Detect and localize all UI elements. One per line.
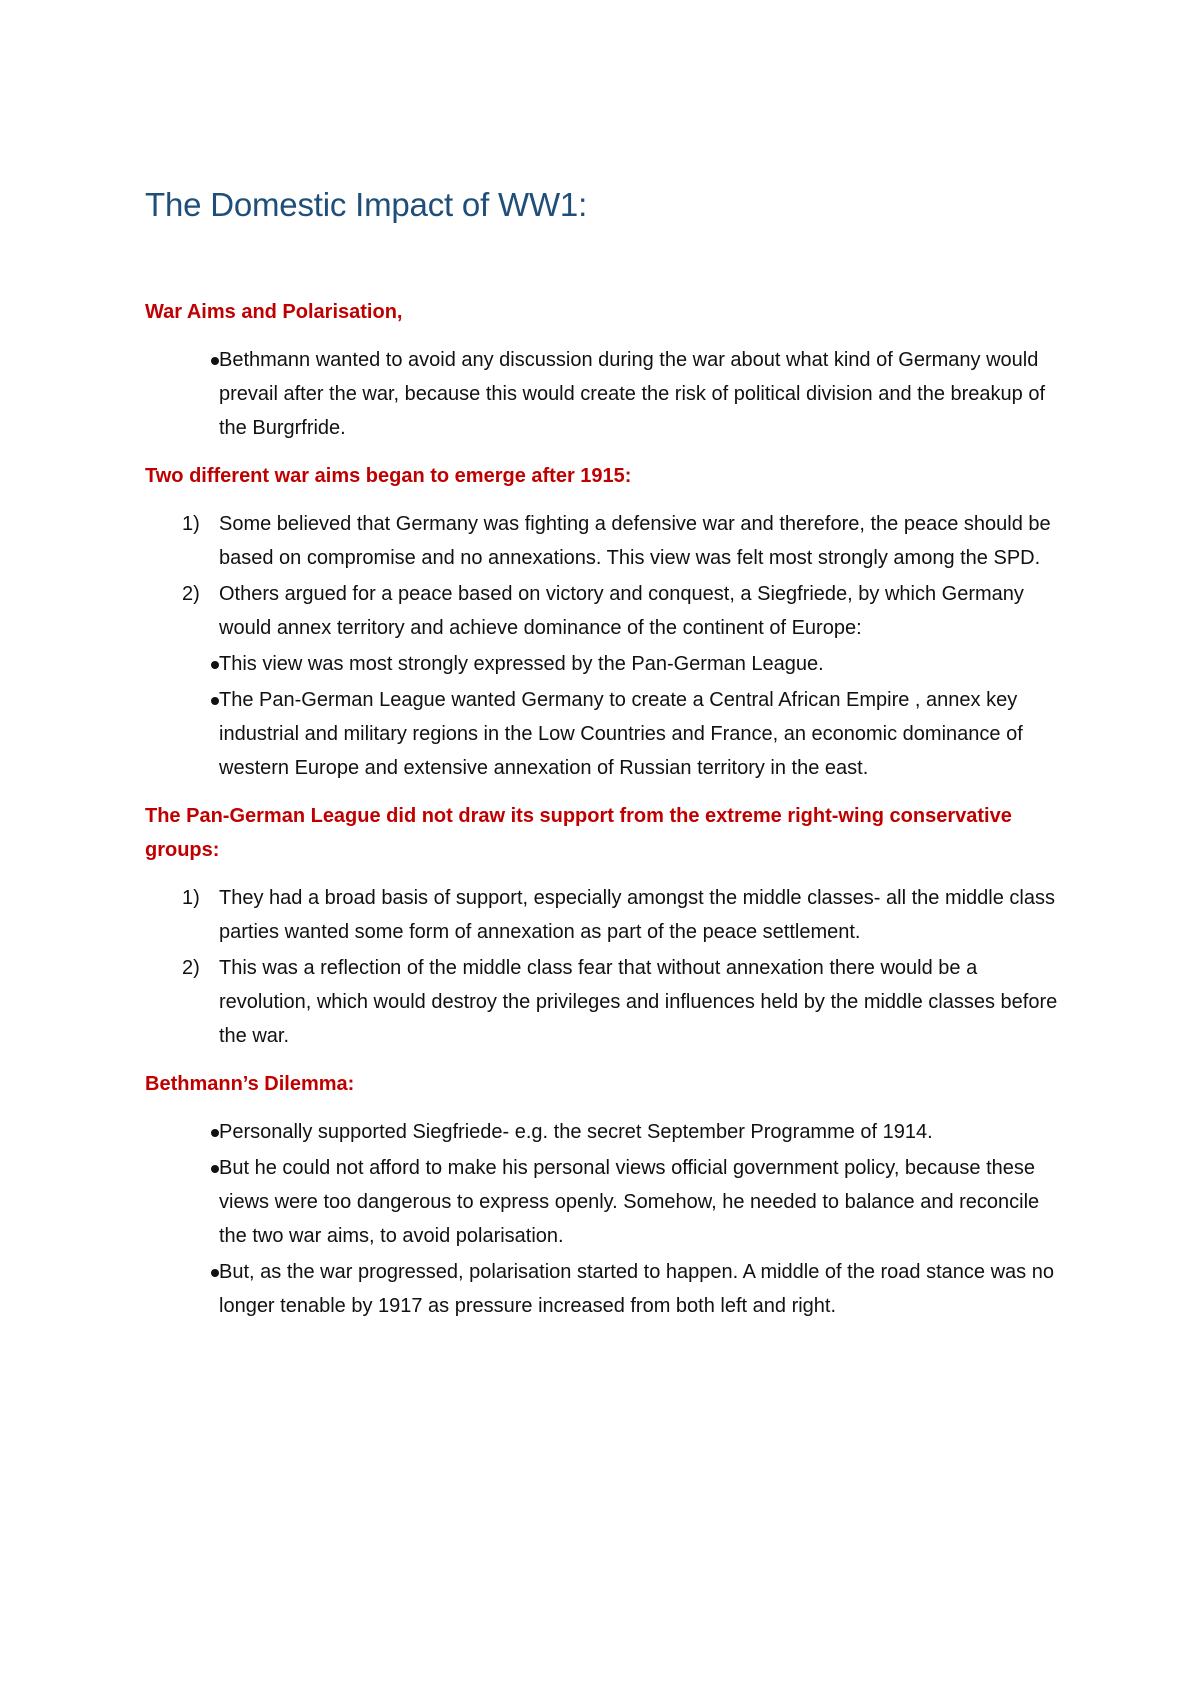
list-item-text: But, as the war progressed, polarisation started to happen. A middle of the road stance was no longer tenable by 1917 as pressure increased from both left and right.	[219, 1261, 1054, 1317]
list-item	[145, 577, 1060, 645]
list-number: 1)	[182, 887, 200, 909]
section-list	[145, 507, 1060, 785]
list-item-text: Personally supported Siegfriede- e.g. the secret September Programme of 1914.	[219, 1121, 933, 1143]
section-list	[145, 1115, 1060, 1323]
list-item-text: Bethmann wanted to avoid any discussion during the war about what kind of Germany would prevail after the war, because this would create the risk of political division and the breakup of the Burgrfride.	[219, 349, 1046, 439]
list-item	[145, 881, 1060, 949]
list-item-text: But he could not afford to make his personal views official government policy, because these views were too dangerous to express openly. Somehow, he needed to balance and reconcile the two war aims, to avoid polarisation.	[219, 1157, 1040, 1247]
list-item	[145, 647, 1060, 681]
list-number: 2)	[182, 583, 200, 605]
list-item-text: The Pan-German League wanted Germany to create a Central African Empire , annex key industrial and military regions in the Low Countries and France, an economic dominance of western Europe and extensive annexation of Russian territory in the east.	[219, 689, 1023, 779]
list-item-text: They had a broad basis of support, especially amongst the middle classes- all the middle class parties wanted some form of annexation as part of the peace settlement.	[219, 887, 1055, 943]
list-item-text: Others argued for a peace based on victory and conquest, a Siegfriede, by which Germany would annex territory and achieve dominance of the continent of Europe:	[219, 583, 1024, 639]
list-number: 2)	[182, 957, 200, 979]
section-heading: The Pan-German League did not draw its support from the extreme right-wing conservative groups:	[145, 805, 1012, 861]
list-item-text: This was a reflection of the middle class fear that without annexation there would be a revolution, which would destroy the privileges and influences held by the middle classes before the war.	[219, 957, 1058, 1047]
document-body	[145, 295, 1060, 1323]
list-item-text: Some believed that Germany was fighting a defensive war and therefore, the peace should be based on compromise and no annexations. This view was felt most strongly among the SPD.	[219, 513, 1051, 569]
section-heading: War Aims and Polarisation,	[145, 301, 403, 323]
section-list	[145, 343, 1060, 445]
list-item-text: This view was most strongly expressed by the Pan-German League.	[219, 653, 824, 675]
section-list	[145, 881, 1060, 1053]
list-item	[145, 683, 1060, 785]
list-item	[145, 1115, 1060, 1149]
list-item	[145, 951, 1060, 1053]
list-item	[145, 343, 1060, 445]
list-item	[145, 1151, 1060, 1253]
section-heading: Two different war aims began to emerge after 1915:	[145, 465, 632, 487]
list-item	[145, 507, 1060, 575]
list-item	[145, 1255, 1060, 1323]
section-heading: Bethmann’s Dilemma:	[145, 1073, 355, 1095]
list-number: 1)	[182, 513, 200, 535]
document-title: The Domestic Impact of WW1:	[145, 186, 588, 223]
